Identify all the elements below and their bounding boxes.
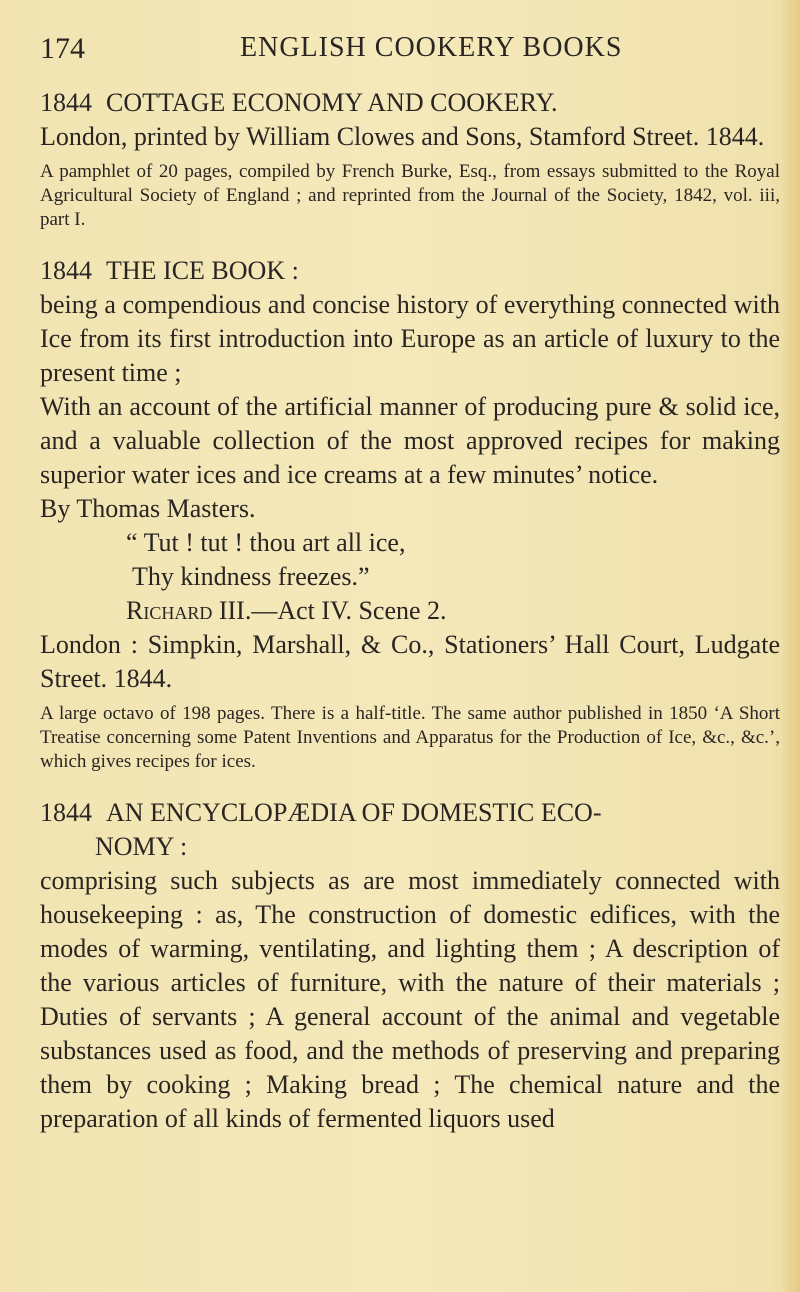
attribution-rest: III.—Act IV. Scene 2. <box>212 596 447 625</box>
entry-note: A pamphlet of 20 pages, compiled by French Burke, Esq., from essays submitted to the Royal Agricultural Society of England ; and reprinted from the Journal of the Society, 1842, vol. iii, part I. <box>40 161 780 230</box>
entry-title-text: THE ICE BOOK : <box>106 256 299 285</box>
page-edge <box>782 0 800 1292</box>
entry-title <box>40 796 780 864</box>
entry-imprint: London, printed by William Clowes and Sons, Stamford Street. 1844. <box>40 122 765 151</box>
running-title: ENGLISH COOKERY BOOKS <box>240 32 623 63</box>
entry-title-continued: NOMY : <box>95 832 188 861</box>
entry-year: 1844 <box>40 798 92 827</box>
page-number: 174 <box>40 32 85 65</box>
epigraph-attribution <box>40 594 780 628</box>
entry-description: With an account of the artificial manner of producing pure & solid ice, and a valuable collection of the most approved recipes for making superior water ices and ice creams at a few minutes’ notice. <box>40 392 780 489</box>
entry-title-text: COTTAGE ECONOMY AND COOKERY. <box>106 88 558 117</box>
bibliography-entry <box>40 796 780 1136</box>
entry-title <box>40 254 780 288</box>
entry-title <box>40 86 780 120</box>
attribution-name: Richard <box>126 596 213 625</box>
epigraph-line: Thy kindness freezes.” <box>132 562 370 591</box>
entry-subtitle: being a compendious and concise history of everything connected with Ice from its first introduction into Europe as an article of luxury to the present time ; <box>40 290 780 387</box>
bibliography-entry <box>40 86 780 232</box>
entry-year: 1844 <box>40 256 92 285</box>
page-content <box>40 86 780 1158</box>
page-header <box>40 32 780 72</box>
entry-author: By Thomas Masters. <box>40 494 256 523</box>
bibliography-entry <box>40 254 780 774</box>
entry-description: comprising such subjects as are most immediately connected with housekeeping : as, The construction of domestic edifices, with the modes of warming, ventilating, and lighting them ; A description of the various articles of furniture, with the nature of their materials ; Duties of servants ; A general account of the animal and vegetable substances used as food, and the methods of preserving and preparing them by cooking ; Making bread ; The chemical nature and the preparation of all kinds of fermented liquors used <box>40 866 780 1133</box>
entry-title-text: AN ENCYCLOPÆDIA OF DOMESTIC ECO- <box>106 798 602 827</box>
entry-imprint: London : Simpkin, Marshall, & Co., Stationers’ Hall Court, Ludgate Street. 1844. <box>40 630 780 693</box>
entry-year: 1844 <box>40 88 92 117</box>
epigraph-line: “ Tut ! tut ! thou art all ice, <box>126 528 406 557</box>
entry-note: A large octavo of 198 pages. There is a half-title. The same author published in 1850 ‘A Short Treatise concerning some Patent Inventions and Apparatus for the Production of Ice, &c., &c.’, which gives recipes for ices. <box>40 703 780 772</box>
